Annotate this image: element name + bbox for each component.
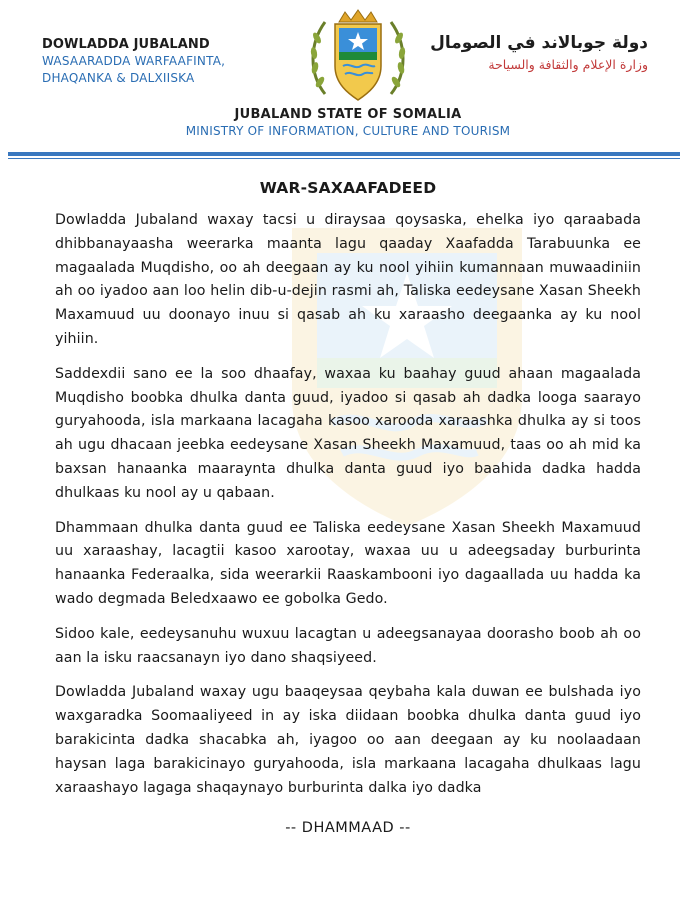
ministry-name-line1: WASAARADDA WARFAAFINTA,	[42, 54, 226, 68]
ministry-name-line2: DHAQANKA & DALXIISKA	[42, 71, 195, 85]
document-title: WAR-SAXAAFADEED	[259, 179, 437, 197]
paragraph: Dowladda Jubaland waxay ugu baaqeysaa qeybaha kala duwan ee bulshada iyo waxgaradka Soomaaliyeed in ay iska diidaan boobka dhulka danta guud iyo barakicinta dadka shacabka ah, iyagoo oo aan deegaan ay ku noolaadaan haysan laga barakicinayo guryahooda, isla markaana lacagaha dhulkaas lagu xaraashayo lagaga shaqaynayo burburinta dalka iyo dadka	[55, 684, 641, 796]
jubaland-emblem-icon	[303, 8, 413, 104]
letterhead-right-arabic	[418, 32, 648, 74]
ministry-name-arabic: وزارة الإعلام والثقافة والسياحة	[488, 57, 648, 72]
letterhead-center	[0, 107, 696, 140]
header-divider-thin	[8, 158, 680, 159]
paragraph: Sidoo kale, eedeysanuhu wuxuu lacagtan u adeegsanayaa doorasho boob ah oo aan la isku raacsanayn iyo dano shaqsiyeed.	[55, 625, 641, 666]
paragraph: Saddexdii sano ee la soo dhaafay, waxaa ku baahay guud ahaan magaalada Muqdisho boobka dhulka danta guud, iyadoo si qasab ah dadka looga saarayo guryahooda, isla markaana lacagaha kasoo xarooda xaraashka dhulka ay si toos ah ugu dhacaan jeebka eedeysane Xasan Sheekh Maxamuud, taas oo ah mid ka baxsan hanaanka maaraynta dhulka danta guud iyo baahida dadka hadda dhulkaas ku nool ay u qabaan.	[55, 365, 641, 501]
header-divider	[8, 152, 680, 156]
government-name: DOWLADDA JUBALAND	[42, 37, 210, 52]
letterhead-left	[42, 37, 272, 87]
state-name: JUBALAND STATE OF SOMALIA	[234, 107, 462, 122]
government-name-arabic: دولة جوبالاند في الصومال	[430, 33, 648, 53]
closing-marker: -- DHAMMAAD --	[285, 820, 411, 836]
ministry-name-english: MINISTRY OF INFORMATION, CULTURE AND TOURISM	[185, 124, 511, 138]
paragraph: Dhammaan dhulka danta guud ee Taliska eedeysane Xasan Sheekh Maxamuud uu xaraashay, lacagtii kasoo xarootay, waxaa uu u adeegsaday burburinta hanaanka Federaalka, sida weerarkii Raaskambooni iyo dagaallada uu hadda ka wado degmada Beledxaawo ee gobolka Gedo.	[55, 519, 641, 607]
paragraph: Dowladda Jubaland waxay tacsi u diraysaa qoysaska, ehelka iyo qaraabada dhibbanayaasha weerarka maanta lagu qaaday Xaafadda Tarabuunka ee magaalada Muqdisho, oo ah deegaan ay ku nool yihiin kumannaan muwaadiniin ah oo iyadoo aan loo helin dib-u-dejin rasmi ah, Taliska eedeysane Xasan Sheekh Maxamuud uu doonayo inuu si qasab ah ku xaraasho deegaanka ay ku nool yihiin.	[55, 212, 641, 347]
press-release-body	[55, 209, 641, 811]
